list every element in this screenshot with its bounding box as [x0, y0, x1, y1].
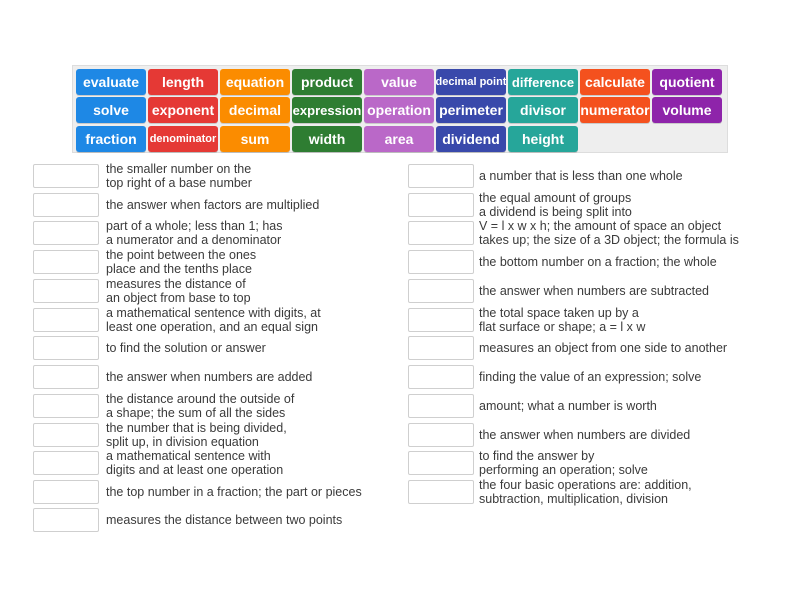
clue-text: measures the distance between two points [106, 513, 343, 527]
answer-drop-box[interactable] [408, 336, 474, 360]
word-tile-calculate[interactable]: calculate [580, 69, 650, 95]
answer-drop-box[interactable] [33, 480, 99, 504]
word-tile-quotient[interactable]: quotient [652, 69, 722, 95]
clue-text: the answer when numbers are added [106, 370, 313, 384]
answer-drop-box[interactable] [33, 508, 99, 532]
word-tile-evaluate[interactable]: evaluate [76, 69, 146, 95]
clue-text: a mathematical sentence with digits and at least one operation [106, 449, 284, 477]
clue-text: the point between the ones place and the tenths place [106, 248, 257, 276]
answer-drop-box[interactable] [33, 221, 99, 245]
clue-text: the equal amount of groups a dividend is being split into [479, 191, 632, 219]
word-tile-length[interactable]: length [148, 69, 218, 95]
answer-drop-box[interactable] [33, 250, 99, 274]
answer-drop-box[interactable] [408, 279, 474, 303]
word-tile-numerator[interactable]: numerator [580, 97, 650, 123]
answer-drop-box[interactable] [33, 279, 99, 303]
clue-text: the bottom number on a fraction; the whole [479, 255, 717, 269]
word-tile-denominator[interactable]: denominator [148, 126, 218, 152]
answer-drop-box[interactable] [33, 336, 99, 360]
word-tile-dividend[interactable]: dividend [436, 126, 506, 152]
answer-drop-box[interactable] [33, 365, 99, 389]
clue-text: finding the value of an expression; solve [479, 370, 702, 384]
clue-text: the four basic operations are: addition, subtraction, multiplication, division [479, 478, 692, 506]
answer-drop-box[interactable] [33, 451, 99, 475]
answer-drop-box[interactable] [408, 423, 474, 447]
clue-text: the answer when numbers are divided [479, 428, 691, 442]
answer-drop-box[interactable] [408, 394, 474, 418]
answer-drop-box[interactable] [33, 308, 99, 332]
clue-text: amount; what a number is worth [479, 399, 657, 413]
answer-drop-box[interactable] [408, 480, 474, 504]
word-tile-decimal[interactable]: decimal [220, 97, 290, 123]
word-bank [72, 65, 728, 153]
clue-text: a mathematical sentence with digits, at least one operation, and an equal sign [106, 306, 321, 334]
word-tile-value[interactable]: value [364, 69, 434, 95]
word-tile-sum[interactable]: sum [220, 126, 290, 152]
clue-text: measures an object from one side to another [479, 341, 728, 355]
answer-drop-box[interactable] [408, 193, 474, 217]
answer-drop-box[interactable] [408, 308, 474, 332]
clue-text: part of a whole; less than 1; has a numerator and a denominator [106, 219, 283, 247]
word-tile-difference[interactable]: difference [508, 69, 578, 95]
word-tile-width[interactable]: width [292, 126, 362, 152]
answer-drop-box[interactable] [33, 164, 99, 188]
answer-drop-box[interactable] [408, 164, 474, 188]
answer-drop-box[interactable] [408, 451, 474, 475]
answer-drop-box[interactable] [33, 193, 99, 217]
word-tile-solve[interactable]: solve [76, 97, 146, 123]
word-tile-decimal-point[interactable]: decimal point [436, 69, 506, 95]
clue-text: to find the solution or answer [106, 341, 266, 355]
clue-text: the answer when factors are multiplied [106, 198, 320, 212]
word-tile-area[interactable]: area [364, 126, 434, 152]
clue-text: the number that is being divided, split up, in division equation [106, 421, 287, 449]
clue-text: the smaller number on the top right of a base number [106, 162, 252, 190]
word-tile-expression[interactable]: expression [292, 97, 362, 123]
answer-drop-box[interactable] [33, 394, 99, 418]
clue-text: the top number in a fraction; the part or pieces [106, 485, 362, 499]
word-tile-divisor[interactable]: divisor [508, 97, 578, 123]
word-tile-product[interactable]: product [292, 69, 362, 95]
clue-text: V = l x w x h; the amount of space an object takes up; the size of a 3D object; the formula is [479, 219, 739, 247]
word-tile-volume[interactable]: volume [652, 97, 722, 123]
clue-text: to find the answer by performing an operation; solve [479, 449, 648, 477]
clue-text: the answer when numbers are subtracted [479, 284, 709, 298]
clue-text: measures the distance of an object from base to top [106, 277, 251, 305]
answer-drop-box[interactable] [408, 365, 474, 389]
clue-text: the distance around the outside of a shape; the sum of all the sides [106, 392, 295, 420]
answer-drop-box[interactable] [33, 423, 99, 447]
word-tile-operation[interactable]: operation [364, 97, 434, 123]
word-tile-exponent[interactable]: exponent [148, 97, 218, 123]
word-tile-equation[interactable]: equation [220, 69, 290, 95]
clue-text: a number that is less than one whole [479, 169, 683, 183]
clue-text: the total space taken up by a flat surface or shape; a = l x w [479, 306, 646, 334]
answer-drop-box[interactable] [408, 250, 474, 274]
word-tile-fraction[interactable]: fraction [76, 126, 146, 152]
word-tile-perimeter[interactable]: perimeter [436, 97, 506, 123]
word-tile-height[interactable]: height [508, 126, 578, 152]
answer-drop-box[interactable] [408, 221, 474, 245]
